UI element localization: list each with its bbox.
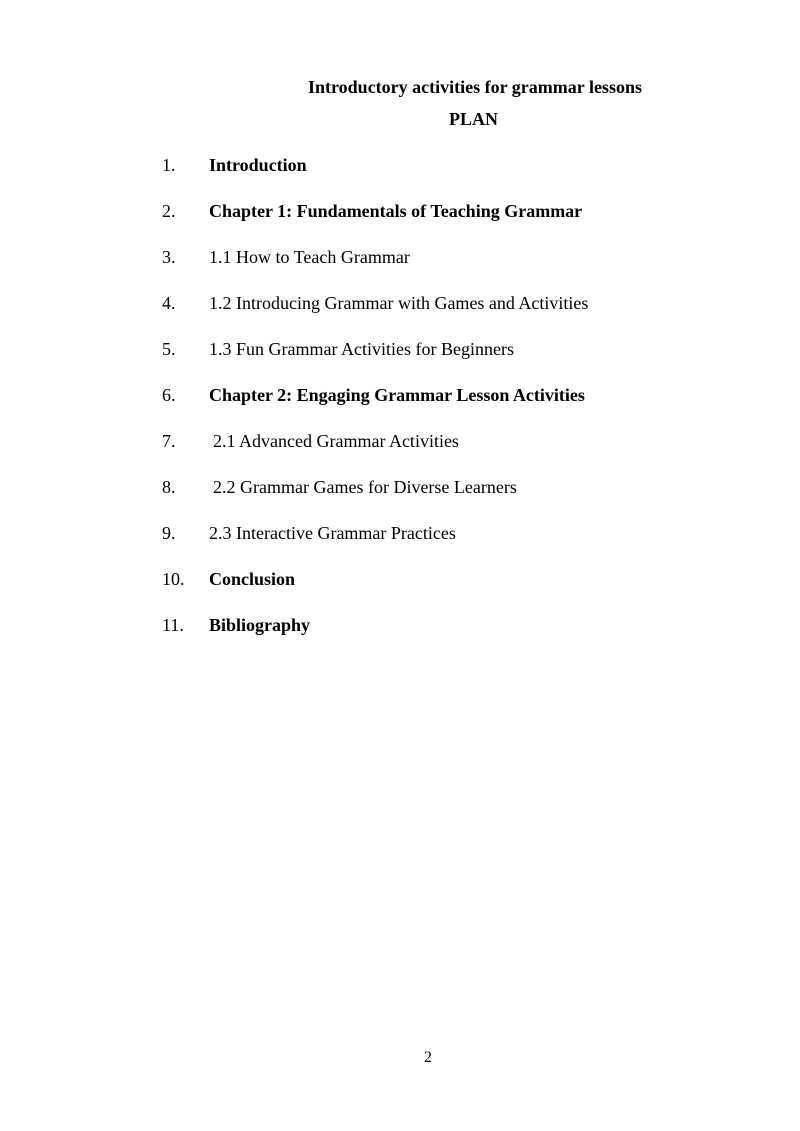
plan-item-chapter-2	[162, 384, 722, 430]
plan-item-section-2-1	[162, 430, 722, 476]
plan-item-introduction	[162, 154, 722, 200]
plan-item-text: Bibliography	[209, 615, 311, 635]
plan-item-number: 5.	[162, 339, 176, 359]
plan-item-number: 10.	[162, 569, 185, 589]
plan-item-number: 3.	[162, 247, 176, 267]
plan-item-section-2-3	[162, 522, 722, 568]
plan-item-text: 1.2 Introducing Grammar with Games and Activities	[209, 293, 589, 313]
plan-item-number: 9.	[162, 523, 176, 543]
plan-item-text: Introduction	[209, 155, 307, 175]
document-subtitle: PLAN	[449, 109, 498, 129]
plan-item-text: 1.3 Fun Grammar Activities for Beginners	[209, 339, 514, 359]
plan-item-number: 11.	[162, 615, 184, 635]
plan-item-text: 1.1 How to Teach Grammar	[209, 247, 410, 267]
plan-item-text: 2.2 Grammar Games for Diverse Learners	[213, 477, 517, 497]
plan-item-section-1-3	[162, 338, 722, 384]
plan-item-section-2-2	[162, 476, 722, 522]
plan-list	[162, 154, 722, 660]
plan-item-number: 2.	[162, 201, 176, 221]
page-number: 2	[424, 1049, 432, 1066]
plan-item-chapter-1	[162, 200, 722, 246]
plan-item-section-1-1	[162, 246, 722, 292]
document-title: Introductory activities for grammar lessons	[308, 77, 642, 97]
plan-item-text: 2.1 Advanced Grammar Activities	[213, 431, 459, 451]
plan-item-number: 7.	[162, 431, 176, 451]
plan-item-section-1-2	[162, 292, 722, 338]
plan-item-text: Chapter 1: Fundamentals of Teaching Grammar	[209, 201, 583, 221]
plan-item-number: 4.	[162, 293, 176, 313]
plan-item-text: 2.3 Interactive Grammar Practices	[209, 523, 456, 543]
plan-item-bibliography	[162, 614, 722, 660]
plan-item-number: 1.	[162, 155, 176, 175]
plan-item-text: Chapter 2: Engaging Grammar Lesson Activities	[209, 385, 585, 405]
plan-item-conclusion	[162, 568, 722, 614]
plan-item-number: 8.	[162, 477, 176, 497]
plan-item-number: 6.	[162, 385, 176, 405]
plan-item-text: Conclusion	[209, 569, 296, 589]
